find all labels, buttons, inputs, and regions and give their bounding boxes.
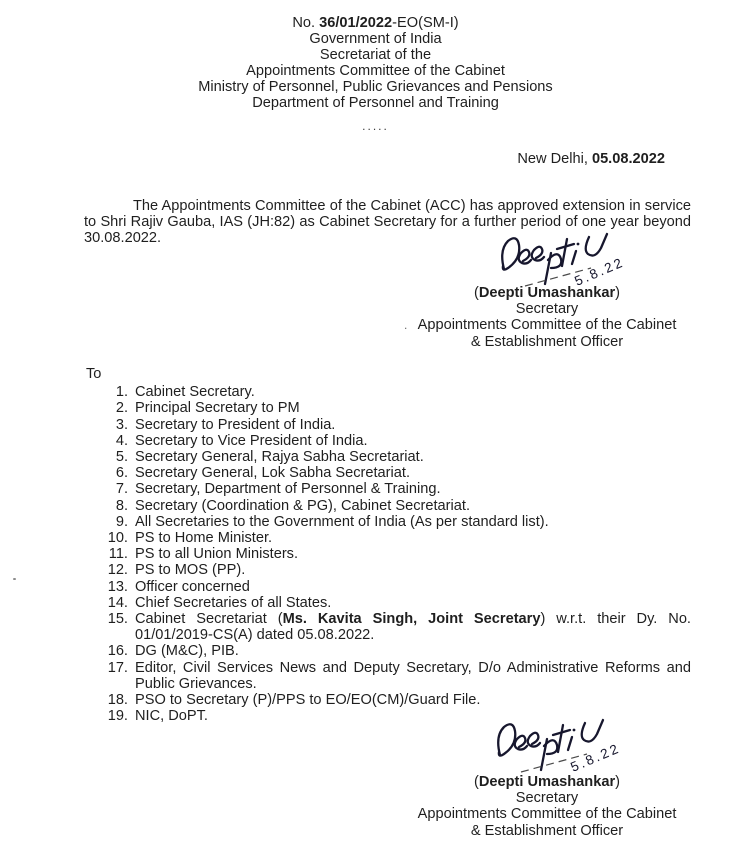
list-item <box>86 514 691 530</box>
list-item <box>86 433 691 449</box>
paren-open: ( <box>473 285 479 301</box>
item-number: 10. <box>107 530 128 547</box>
item-number: 15. <box>107 611 128 628</box>
item-text: PS to MOS (PP). <box>135 562 246 579</box>
item-text: Editor, Civil Services News and Deputy Secretary, D/o Administrative Reforms and Public Grievances. <box>135 659 691 692</box>
item-text: Secretary General, Lok Sabha Secretariat. <box>135 465 410 482</box>
salutation-to: To <box>86 366 102 382</box>
paren-open: ( <box>473 774 479 790</box>
list-item <box>86 562 691 578</box>
list-item <box>86 481 691 497</box>
list-item <box>86 384 691 400</box>
item-number: 8. <box>115 497 128 514</box>
signature-i-dot <box>573 729 576 732</box>
signatory-name-line <box>402 285 692 301</box>
item-number: 14. <box>107 594 128 611</box>
list-item <box>86 498 691 514</box>
letterhead-line: Secretariat of the <box>319 47 432 63</box>
signature-ink-icon <box>491 228 651 292</box>
signatory-office-line1: Appointments Committee of the Cabinet <box>417 317 677 334</box>
item-number: 7. <box>115 481 128 498</box>
ref-prefix: No. <box>292 15 320 31</box>
signatory-name-line <box>402 774 692 790</box>
list-item <box>86 611 691 643</box>
item-text: PS to Home Minister. <box>135 530 273 547</box>
list-item <box>86 643 691 659</box>
signatory-name: Deepti Umashankar <box>478 285 616 301</box>
letterhead-line: Government of India <box>309 31 442 47</box>
item-text: Secretary General, Rajya Sabha Secretariat. <box>135 449 424 466</box>
item-number: 4. <box>115 432 128 449</box>
item-number: 16. <box>107 643 128 660</box>
place-label: New Delhi, <box>517 151 592 167</box>
ref-number: 36/01/2022 <box>319 15 393 31</box>
signatory-office-line2: & Establishment Officer <box>470 822 624 839</box>
paren-close: ) <box>615 774 620 790</box>
item-text-pre: Cabinet Secretariat ( <box>135 611 283 628</box>
ref-suffix: -EO(SM-I) <box>392 15 459 31</box>
date-value: 05.08.2022 <box>591 151 665 167</box>
item-text: Secretary, Department of Personnel & Training. <box>135 481 441 498</box>
item-text: Secretary to Vice President of India. <box>135 432 368 449</box>
letterhead-line: Ministry of Personnel, Public Grievances and Pensions <box>198 79 553 95</box>
item-number: 12. <box>107 562 128 579</box>
item-text: Officer concerned <box>135 578 250 595</box>
item-text <box>135 611 691 643</box>
item-number: 1. <box>115 384 128 401</box>
item-text: Cabinet Secretary. <box>135 384 255 401</box>
item-text: Secretary (Coordination & PG), Cabinet Secretariat. <box>135 497 470 514</box>
item-text: PS to all Union Ministers. <box>135 546 299 563</box>
list-item <box>86 465 691 481</box>
list-item <box>86 400 691 416</box>
scan-artifact-dot <box>13 578 16 580</box>
item-text: Principal Secretary to PM <box>135 400 300 417</box>
item-text: DG (M&C), PIB. <box>135 643 239 660</box>
item-text: PSO to Secretary (P)/PPS to EO/EO(CM)/Guard File. <box>135 692 481 709</box>
signature-handwriting-bottom <box>487 714 647 778</box>
item-number: 11. <box>108 546 128 563</box>
letterhead-line: Appointments Committee of the Cabinet <box>246 63 505 79</box>
item-text: Chief Secretaries of all States. <box>135 594 332 611</box>
signature-ink-icon <box>487 714 647 778</box>
signature-block-top <box>402 285 692 350</box>
list-item <box>86 692 691 708</box>
list-item <box>86 595 691 611</box>
item-number: 13. <box>107 578 128 595</box>
distribution-list <box>86 384 691 724</box>
item-number: 9. <box>115 513 128 530</box>
item-number: 5. <box>115 449 128 466</box>
signature-i-dot <box>577 243 580 246</box>
distribution-section <box>86 366 691 724</box>
item-number: 2. <box>115 400 128 417</box>
signature-date-handwritten: 5.8.22 <box>568 740 623 775</box>
stray-mark: . <box>404 318 408 333</box>
signature-block-bottom <box>402 774 692 839</box>
signatory-office-line1: Appointments Committee of the Cabinet <box>417 806 677 823</box>
item-text-post: ) w.r.t. their Dy. No. 01/01/2019-CS(A) dated 05.08.2022. <box>135 611 691 644</box>
separator-dots: ..... <box>362 119 389 133</box>
item-text: All Secretaries to the Government of India (As per standard list). <box>135 513 549 530</box>
list-item <box>86 449 691 465</box>
dateline <box>517 151 665 167</box>
item-number: 3. <box>115 416 128 433</box>
list-item <box>86 530 691 546</box>
item-number: 19. <box>107 708 128 725</box>
letterhead-line: Department of Personnel and Training <box>252 95 499 111</box>
signatory-name: Deepti Umashankar <box>478 774 616 790</box>
signatory-designation: Secretary <box>515 301 579 318</box>
signatory-office-line1-wrap <box>402 317 692 333</box>
item-text-bold: Ms. Kavita Singh, Joint Secretary <box>282 611 541 628</box>
item-number: 18. <box>107 692 128 709</box>
item-number: 6. <box>115 465 128 482</box>
signature-date-handwritten: 5.8.22 <box>572 254 627 289</box>
item-number: 17. <box>107 659 128 676</box>
item-text: NIC, DoPT. <box>135 708 208 725</box>
list-item <box>86 417 691 433</box>
signatory-office-line2: & Establishment Officer <box>470 333 624 350</box>
list-item <box>86 546 691 562</box>
letterhead-block <box>0 15 751 134</box>
reference-line <box>0 15 751 31</box>
signatory-designation: Secretary <box>515 790 579 807</box>
item-text: Secretary to President of India. <box>135 416 336 433</box>
paren-close: ) <box>615 285 620 301</box>
list-item <box>86 579 691 595</box>
body-paragraph: The Appointments Committee of the Cabinet (ACC) has approved extension in service to Shri Rajiv Gauba, IAS (JH:82) as Cabinet Secretary for a further period of one year beyond 30.08.2022. <box>84 197 691 246</box>
signature-handwriting-top <box>491 228 651 292</box>
list-item <box>86 660 691 692</box>
